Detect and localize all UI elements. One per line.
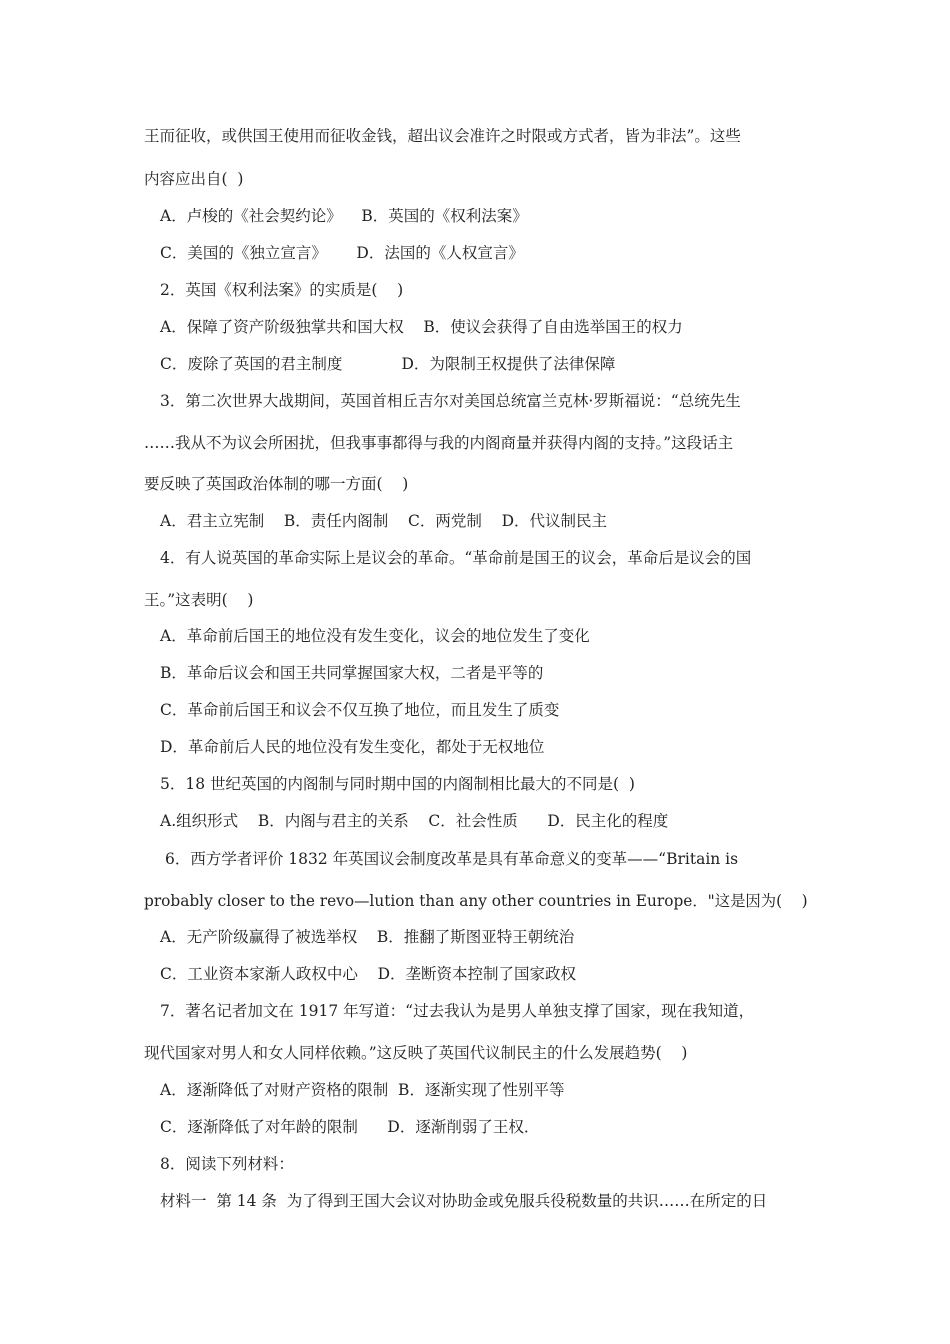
option-line: D．革命前后人民的地位没有发生变化，都处于无权地位 bbox=[160, 738, 545, 756]
option-line: C．工业资本家渐人政权中心 D．垄断资本控制了国家政权 bbox=[160, 965, 576, 983]
text-line: probably closer to the revo—lution than any other countries in Europe．"这是因为( ) bbox=[144, 892, 808, 910]
option-line: C．废除了英国的君主制度 D．为限制王权提供了法律保障 bbox=[160, 355, 616, 373]
question-line: 7．著名记者加文在 1917 年写道：“过去我认为是男人单独支撑了国家，现在我知道， bbox=[160, 1002, 755, 1020]
question-line: 3．第二次世界大战期间，英国首相丘吉尔对美国总统富兰克林·罗斯福说：“总统先生 bbox=[160, 392, 741, 410]
option-line: A.组织形式 B．内阁与君主的关系 C．社会性质 D．民主化的程度 bbox=[160, 812, 669, 830]
option-line: B．革命后议会和国王共同掌握国家大权，二者是平等的 bbox=[160, 664, 544, 682]
option-line: A．革命前后国王的地位没有发生变化，议会的地位发生了变化 bbox=[160, 627, 590, 645]
question-line: 4．有人说英国的革命实际上是议会的革命。“革命前是国王的议会，革命后是议会的国 bbox=[160, 549, 752, 567]
text-line: 王。”这表明( ) bbox=[144, 591, 254, 609]
option-line: A．君主立宪制 B．责任内阁制 C．两党制 D．代议制民主 bbox=[160, 512, 607, 530]
option-line: A．无产阶级赢得了被选举权 B．推翻了斯图亚特王朝统治 bbox=[160, 928, 575, 946]
question-line: 8．阅读下列材料： bbox=[160, 1155, 294, 1173]
text-line: 现代国家对男人和女人同样依赖。”这反映了英国代议制民主的什么发展趋势( ) bbox=[144, 1044, 688, 1062]
option-line: C．逐渐降低了对年龄的限制 D．逐渐削弱了王权． bbox=[160, 1118, 540, 1136]
question-line: 6．西方学者评价 1832 年英国议会制度改革是具有革命意义的变革——“Britain is bbox=[165, 850, 739, 868]
text-line: ……我从不为议会所困扰，但我事事都得与我的内阁商量并获得内阁的支持。”这段话主 bbox=[144, 434, 734, 452]
material-line: 材料一 第 14 条 为了得到王国大会议对协助金或免服兵役税数量的共识……在所定的日 bbox=[160, 1192, 768, 1210]
option-line: A．卢梭的《社会契约论》 B．英国的《权利法案》 bbox=[160, 207, 528, 225]
question-line: 2．英国《权利法案》的实质是( ) bbox=[160, 281, 404, 299]
option-line: A．保障了资产阶级独掌共和国大权 B．使议会获得了自由选举国王的权力 bbox=[160, 318, 683, 336]
text-line: 内容应出自( ) bbox=[144, 170, 244, 188]
option-line: C．革命前后国王和议会不仅互换了地位，而且发生了质变 bbox=[160, 701, 560, 719]
text-line: 要反映了英国政治体制的哪一方面( ) bbox=[144, 475, 409, 493]
question-line: 5．18 世纪英国的内阁制与同时期中国的内阁制相比最大的不同是( ) bbox=[160, 775, 635, 793]
option-line: C．美国的《独立宣言》 D．法国的《人权宣言》 bbox=[160, 244, 524, 262]
text-line: 王而征收，或供国王使用而征收金钱，超出议会准许之时限或方式者，皆为非法”。这些 bbox=[144, 127, 741, 145]
option-line: A．逐渐降低了对财产资格的限制 B．逐渐实现了性别平等 bbox=[160, 1081, 565, 1099]
